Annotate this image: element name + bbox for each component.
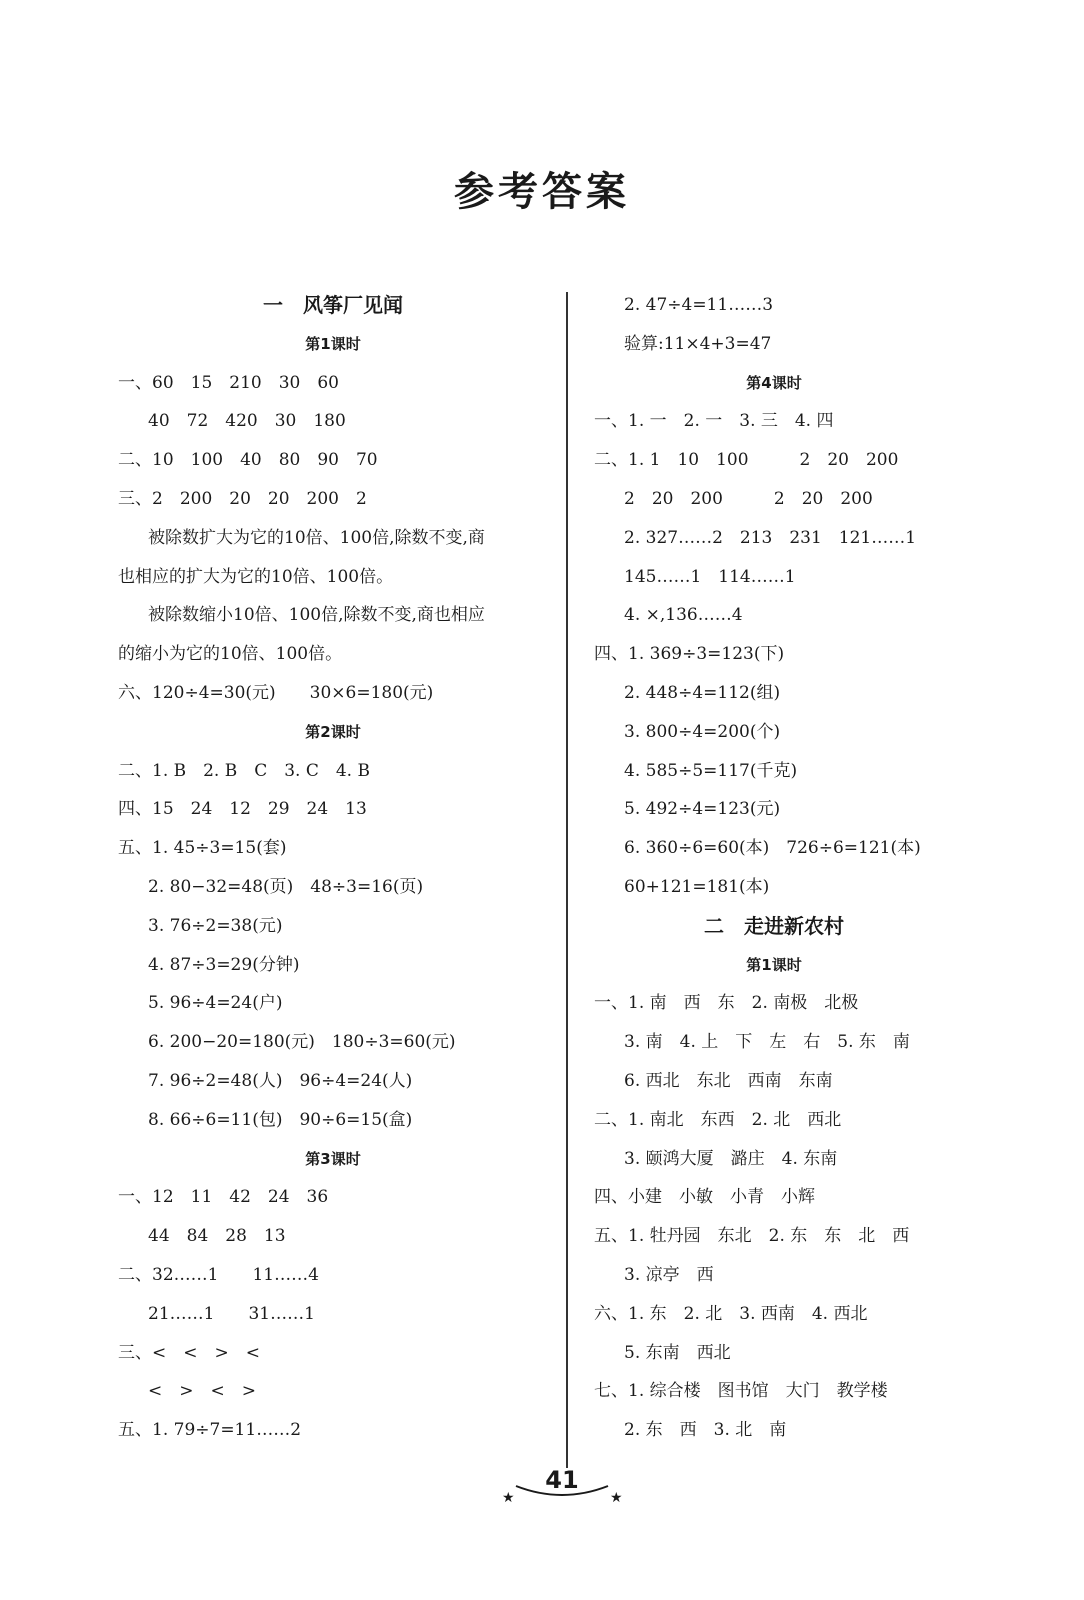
answer-line: 六、1. 东 2. 北 3. 西南 4. 西北 bbox=[594, 1303, 868, 1324]
answer-line: 21……1 31……1 bbox=[148, 1303, 315, 1324]
answer-line: 2. 327……2 213 231 121……1 bbox=[624, 527, 917, 548]
answer-line: 二、1. B 2. B C 3. C 4. B bbox=[118, 760, 370, 781]
answer-line: 被除数缩小10倍、100倍,除数不变,商也相应 bbox=[148, 605, 485, 626]
answer-line: 44 84 28 13 bbox=[148, 1226, 286, 1247]
answer-line: 8. 66÷6=11(包) 90÷6=15(盒) bbox=[148, 1109, 413, 1130]
answer-line: 60+121=181(本) bbox=[624, 876, 770, 897]
answer-line: 也相应的扩大为它的10倍、100倍。 bbox=[118, 566, 394, 587]
answer-line: 二、32……1 11……4 bbox=[118, 1264, 319, 1285]
answer-line: 一、12 11 42 24 36 bbox=[118, 1187, 329, 1208]
answer-line: 六、120÷4=30(元) 30×6=180(元) bbox=[118, 682, 434, 703]
answer-line: 验算:11×4+3=47 bbox=[624, 333, 772, 354]
answer-line: 3. 凉亭 西 bbox=[624, 1264, 714, 1285]
answer-line: 4. 87÷3=29(分钟) bbox=[148, 954, 300, 975]
answer-line: 40 72 420 30 180 bbox=[148, 411, 346, 432]
answer-line: 三、< < > < bbox=[118, 1342, 260, 1363]
column-divider bbox=[566, 292, 568, 1468]
answer-line: 2. 80−32=48(页) 48÷3=16(页) bbox=[148, 876, 424, 897]
lesson-heading: 第1课时 bbox=[305, 334, 361, 353]
page-title: 参考答案 bbox=[454, 169, 630, 215]
answer-line: 3. 76÷2=38(元) bbox=[148, 915, 283, 936]
answer-line: 3. 颐鸿大厦 潞庄 4. 东南 bbox=[624, 1148, 838, 1169]
unit-heading: 一 风筝厂见闻 bbox=[263, 293, 403, 317]
answer-line: 6. 200−20=180(元) 180÷3=60(元) bbox=[148, 1032, 456, 1053]
answer-line: 五、1. 牡丹园 东北 2. 东 东 北 西 bbox=[594, 1226, 910, 1247]
lesson-heading: 第1课时 bbox=[746, 955, 802, 974]
answer-line: 一、1. 南 西 东 2. 南极 北极 bbox=[594, 993, 859, 1014]
answer-line: 二、1. 南北 东西 2. 北 西北 bbox=[594, 1109, 842, 1130]
answer-line: 5. 东南 西北 bbox=[624, 1342, 731, 1363]
lesson-heading: 第4课时 bbox=[746, 373, 802, 392]
answer-line: < > < > bbox=[148, 1381, 256, 1402]
star-icon: ★ bbox=[502, 1490, 515, 1506]
answer-line: 三、2 200 20 20 200 2 bbox=[118, 488, 367, 509]
answer-column-right bbox=[594, 286, 994, 1450]
answer-line: 的缩小为它的10倍、100倍。 bbox=[118, 644, 343, 665]
answer-line: 四、15 24 12 29 24 13 bbox=[118, 799, 367, 820]
answer-line: 3. 800÷4=200(个) bbox=[624, 721, 781, 742]
lesson-heading: 第2课时 bbox=[305, 722, 361, 741]
answer-line: 5. 96÷4=24(户) bbox=[148, 993, 283, 1014]
answer-line: 4. 585÷5=117(千克) bbox=[624, 760, 798, 781]
answer-line: 3. 南 4. 上 下 左 右 5. 东 南 bbox=[624, 1032, 910, 1053]
answer-line: 2. 448÷4=112(组) bbox=[624, 682, 781, 703]
answer-line: 2. 47÷4=11……3 bbox=[624, 295, 774, 315]
answer-line: 被除数扩大为它的10倍、100倍,除数不变,商 bbox=[148, 527, 485, 548]
lesson-heading: 第3课时 bbox=[305, 1149, 361, 1168]
answer-column-left bbox=[118, 286, 548, 1450]
page-number: 41 bbox=[545, 1466, 579, 1494]
answer-line: 6. 360÷6=60(本) 726÷6=121(本) bbox=[624, 838, 921, 859]
answer-line: 五、1. 45÷3=15(套) bbox=[118, 838, 287, 859]
answer-line: 145……1 114……1 bbox=[624, 566, 796, 587]
answer-line: 二、1. 1 10 100 2 20 200 bbox=[594, 450, 899, 471]
answer-line: 一、60 15 210 30 60 bbox=[118, 372, 339, 393]
answer-line: 二、10 100 40 80 90 70 bbox=[118, 450, 378, 471]
page-footer bbox=[492, 1462, 632, 1522]
answer-line: 一、1. 一 2. 一 3. 三 4. 四 bbox=[594, 411, 834, 432]
answer-line: 四、小建 小敏 小青 小辉 bbox=[594, 1187, 815, 1208]
answer-line: 7. 96÷2=48(人) 96÷4=24(人) bbox=[148, 1070, 413, 1091]
star-icon: ★ bbox=[610, 1490, 623, 1506]
answer-line: 2. 东 西 3. 北 南 bbox=[624, 1420, 787, 1441]
answer-line: 2 20 200 2 20 200 bbox=[624, 488, 873, 509]
answer-line: 四、1. 369÷3=123(下) bbox=[594, 644, 785, 665]
answer-line: 七、1. 综合楼 图书馆 大门 教学楼 bbox=[594, 1381, 888, 1402]
answer-line: 五、1. 79÷7=11……2 bbox=[118, 1420, 302, 1441]
unit-heading: 二 走进新农村 bbox=[704, 913, 844, 938]
answer-line: 4. ×,136……4 bbox=[624, 605, 743, 626]
answer-line: 5. 492÷4=123(元) bbox=[624, 799, 781, 820]
answer-line: 6. 西北 东北 西南 东南 bbox=[624, 1070, 833, 1091]
decorative-swoosh bbox=[514, 1482, 610, 1502]
